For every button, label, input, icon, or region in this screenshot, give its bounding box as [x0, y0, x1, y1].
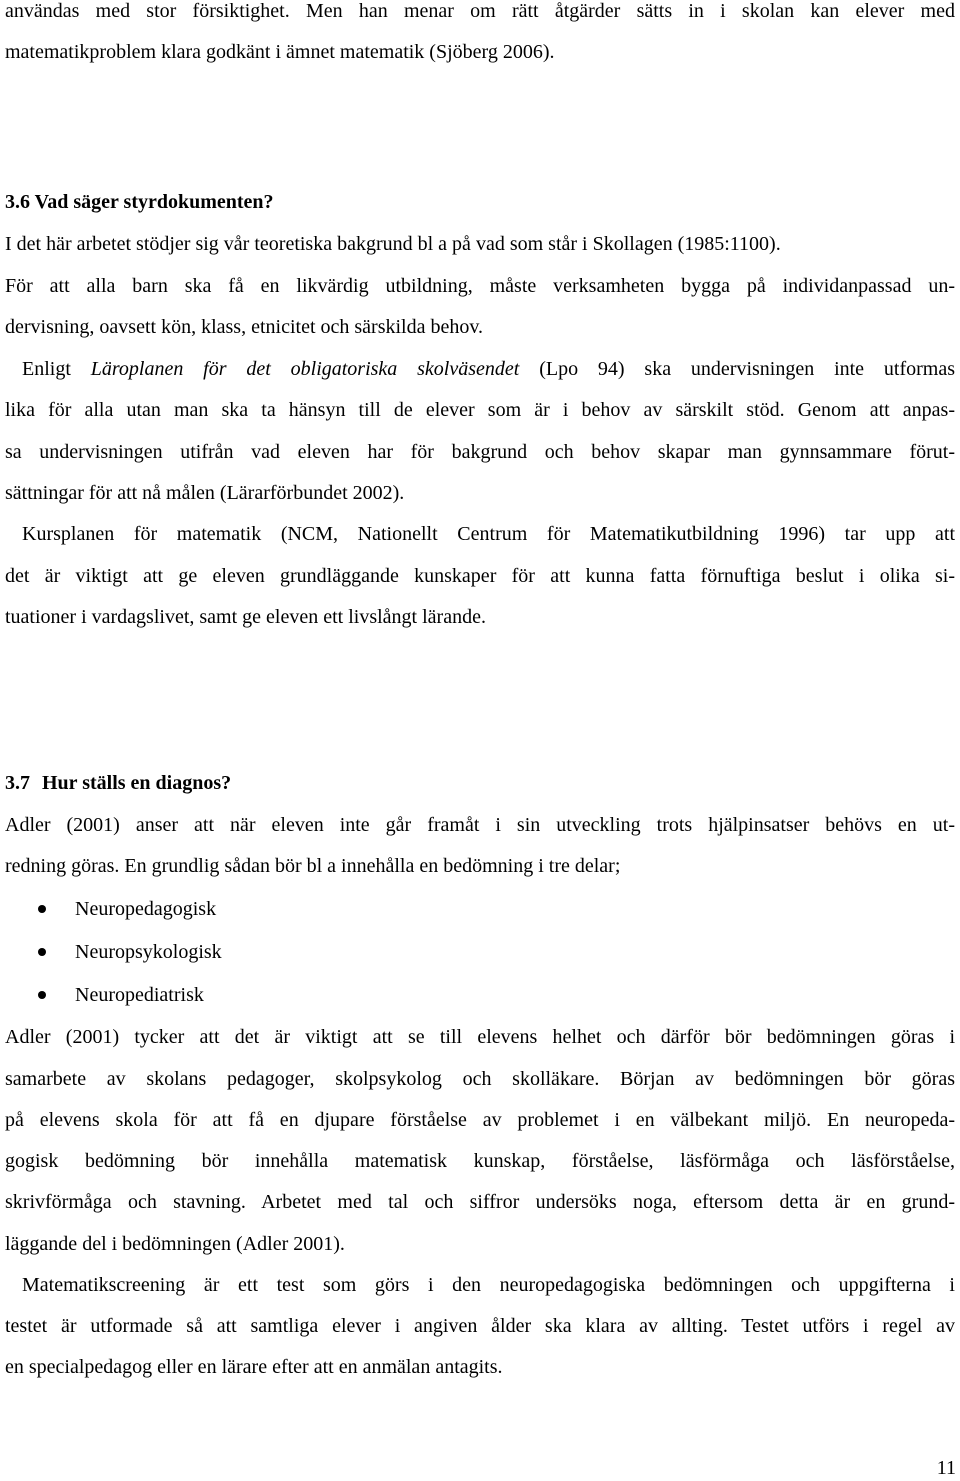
text-line: gogisk bedömning bör innehålla matematisk kunskap, förståelse, läsförmåga och läsförståelse, — [5, 1150, 955, 1172]
text-line: sa undervisningen utifrån vad eleven har för bakgrund och behov skapar man gynnsammare förut- — [5, 441, 955, 463]
text-line: Adler (2001) tycker att det är viktigt att se till elevens helhet och därför bör bedömningen göras i — [5, 1026, 955, 1048]
text-line: redning göras. En grundlig sådan bör bl a innehålla en bedömning i tre delar; — [5, 855, 621, 877]
text-line — [22, 356, 955, 382]
document-title-italic: Läroplanen för det obligatoriska skolväsendet — [90, 358, 520, 380]
text-line: det är viktigt att ge eleven grundläggande kunskaper för att kunna fatta förnuftiga beslut i olika si- — [5, 565, 955, 587]
text-line: sättningar för att nå målen (Lärarförbundet 2002). — [5, 482, 405, 504]
list-item-label: Neuropedagogisk — [75, 898, 217, 920]
text-line: tuationer i vardagslivet, samt ge eleven ett livslångt lärande. — [5, 606, 486, 628]
text-line: Adler (2001) anser att när eleven inte går framåt i sin utveckling trots hjälpinsatser behövs en ut- — [5, 814, 955, 836]
text-line: lika för alla utan man ska ta hänsyn till de elever som är i behov av särskilt stöd. Genom att anpas- — [5, 399, 955, 421]
section-number: 3.7 — [5, 772, 30, 794]
page-number: 11 — [936, 1457, 956, 1479]
text-line: användas med stor försiktighet. Men han menar om rätt åtgärder sätts in i skolan kan elever med — [5, 0, 955, 22]
bullet-icon — [38, 948, 46, 956]
bullet-icon — [38, 905, 46, 913]
text-line: på elevens skola för att få en djupare förståelse av problemet i en välbekant miljö. En neuropeda- — [5, 1109, 955, 1131]
section-heading: 3.6 Vad säger styrdokumenten? — [5, 191, 274, 213]
text-fragment: (Lpo 94) ska undervisningen inte utformas — [519, 358, 955, 380]
text-line: Matematikscreening är ett test som görs i den neuropedagogiska bedömningen och uppgifterna i — [22, 1274, 955, 1296]
list-item-label: Neuropsykologisk — [75, 941, 222, 963]
text-line: testet är utformade så att samtliga elever i angiven ålder ska klara av allting. Testet utförs i regel av — [5, 1315, 955, 1337]
text-line: Kursplanen för matematik (NCM, Nationellt Centrum för Matematikutbildning 1996) tar upp att — [22, 523, 955, 545]
text-line: dervisning, oavsett kön, klass, etnicitet och särskilda behov. — [5, 316, 484, 338]
text-line: skrivförmåga och stavning. Arbetet med tal och siffror undersöks noga, eftersom detta är en grund- — [5, 1191, 955, 1213]
text-line: matematikproblem klara godkänt i ämnet matematik (Sjöberg 2006). — [5, 41, 555, 63]
text-line: läggande del i bedömningen (Adler 2001). — [5, 1233, 345, 1255]
text-line: en specialpedagog eller en lärare efter att en anmälan antagits. — [5, 1356, 503, 1378]
text-line: samarbete av skolans pedagoger, skolpsykolog och skolläkare. Början av bedömningen bör göras — [5, 1068, 955, 1090]
section-title: Hur ställs en diagnos? — [42, 772, 232, 794]
bullet-icon — [38, 991, 46, 999]
text-line: I det här arbetet stödjer sig vår teoretiska bakgrund bl a på vad som står i Skollagen (1985:1100). — [5, 233, 781, 255]
list-item-label: Neuropediatrisk — [75, 984, 204, 1006]
text-fragment: Enligt — [22, 358, 91, 380]
text-line: För att alla barn ska få en likvärdig utbildning, måste verksamheten bygga på individanpassad un- — [5, 275, 955, 297]
section-heading — [5, 770, 231, 796]
